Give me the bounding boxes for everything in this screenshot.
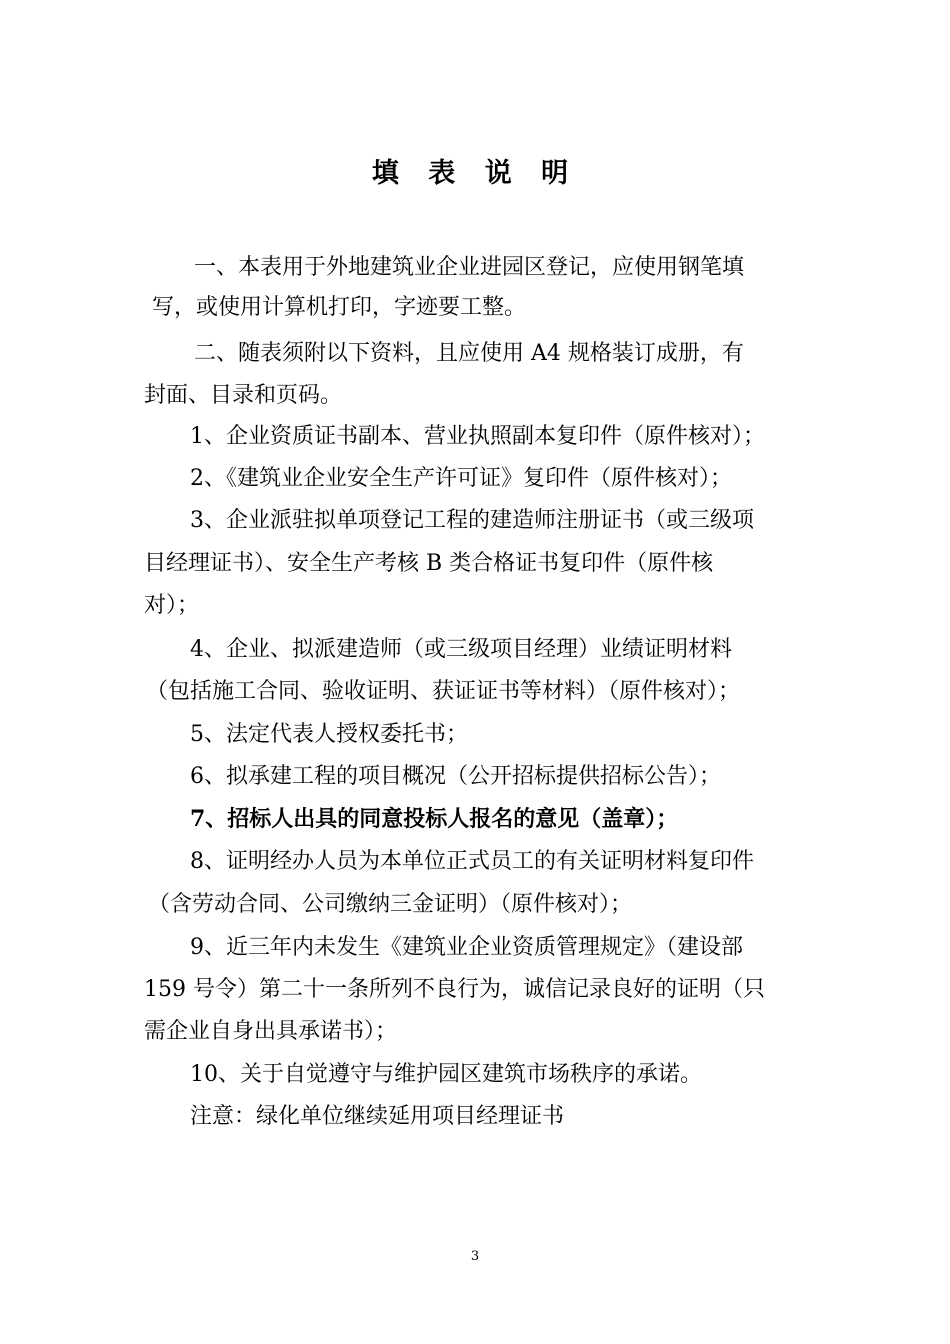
paragraph-line: 二、随表须附以下资料，且应使用 A4 规格装订成册，有 (194, 341, 744, 366)
note-line: 注意：绿化单位继续延用项目经理证书 (190, 1104, 565, 1129)
list-item: 4、企业、拟派建造师（或三级项目经理）业绩证明材料 (190, 637, 732, 662)
list-item: 9、近三年内未发生《建筑业企业资质管理规定》（建设部 (190, 935, 743, 960)
list-item: 2、《建筑业企业安全生产许可证》复印件（原件核对）； (190, 466, 732, 491)
list-item-continuation: 目经理证书）、安全生产考核 B 类合格证书复印件（原件核 (144, 551, 714, 576)
list-item-continuation: 需企业自身出具承诺书）； (144, 1019, 398, 1044)
page-title: 填 表 说 明 (371, 158, 579, 189)
list-item: 10、关于自觉遵守与维护园区建筑市场秩序的承诺。 (190, 1062, 702, 1087)
list-item-continuation: 对）； (144, 593, 200, 618)
list-item-continuation: 159 号令）第二十一条所列不良行为，诚信记录良好的证明（只 (144, 977, 765, 1002)
list-item-bold: 7、招标人出具的同意投标人报名的意见（盖章）； (190, 806, 679, 832)
list-item: 5、法定代表人授权委托书； (190, 722, 468, 747)
list-item: 1、企业资质证书副本、营业执照副本复印件（原件核对）； (190, 424, 765, 449)
list-item-continuation: （含劳动合同、公司缴纳三金证明）（原件核对）； (148, 892, 633, 917)
paragraph-line: 一、本表用于外地建筑业企业进园区登记，应使用钢笔填 (194, 255, 745, 280)
list-item: 8、证明经办人员为本单位正式员工的有关证明材料复印件 (190, 849, 754, 874)
paragraph-line: 封面、目录和页码。 (144, 383, 343, 408)
page-number: 3 (470, 1249, 480, 1264)
paragraph-line: 写，或使用计算机打印，字迹要工整。 (152, 295, 527, 320)
list-item: 3、企业派驻拟单项登记工程的建造师注册证书（或三级项 (190, 508, 754, 533)
list-item: 6、拟承建工程的项目概况（公开招标提供招标公告）； (190, 764, 721, 789)
list-item-continuation: （包括施工合同、验收证明、获证证书等材料）（原件核对）； (146, 679, 741, 704)
